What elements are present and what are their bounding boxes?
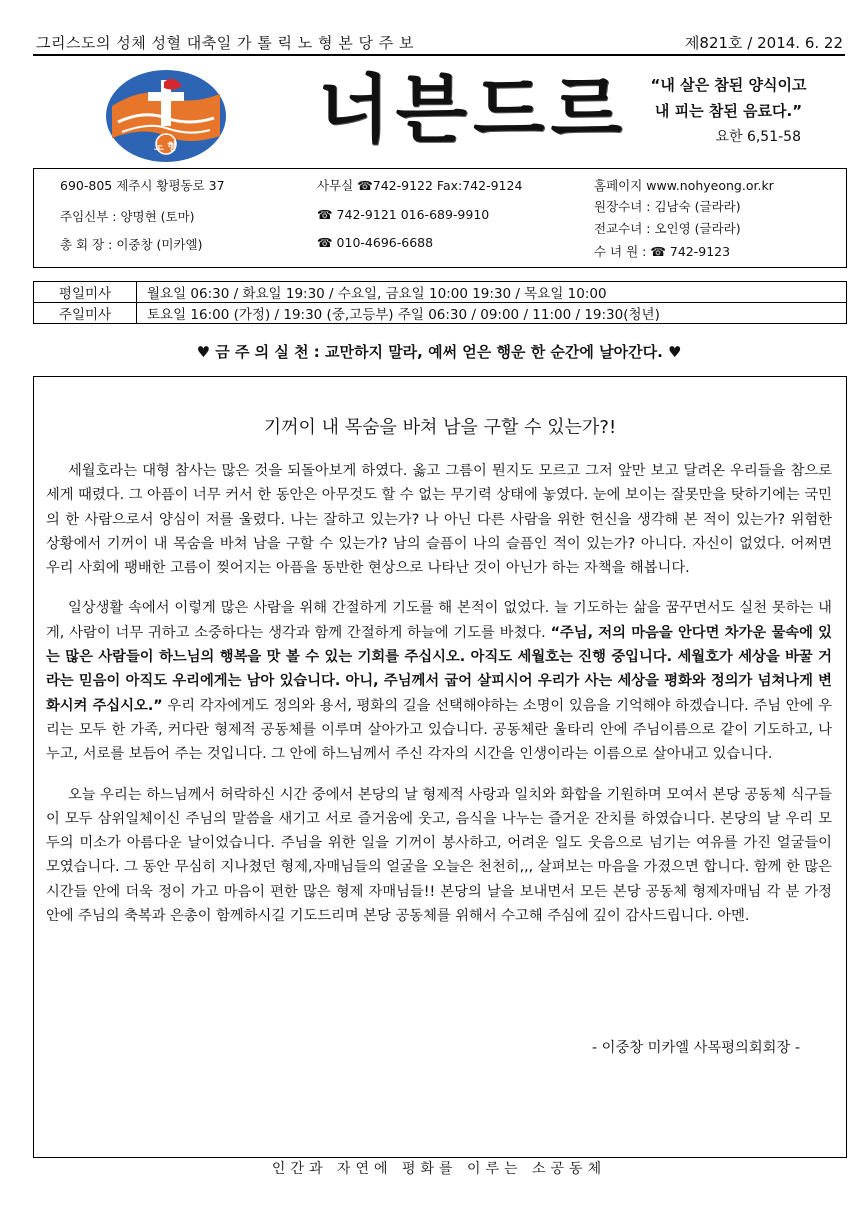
bulletin-title: 너븐드르 (318, 67, 628, 153)
quote-reference: 요한 6,51-58 (715, 129, 801, 145)
parish-info-box (33, 168, 847, 268)
article-title: 기꺼이 내 목숨을 바쳐 남을 구할 수 있는가?! (263, 417, 617, 438)
superior-sister: 원장수녀 : 김남숙 (글라라) (594, 199, 741, 214)
paragraph-2 (46, 596, 832, 766)
sunday-mass-row (34, 303, 846, 323)
chairman: 총 회 장 : 이중창 (미카엘) (60, 237, 203, 252)
quote-line-1: “내 살은 참된 양식이고 (650, 76, 807, 94)
paragraph-2-intro: 일상생활 속에서 이렇게 많은 사람을 위해 간절하게 기도를 해 본적이 없었다. 늘 기도하는 삶을 꿈꾸면서도 실천 못하는 내게, 사람이 너무 귀하고 소중하다는 생각과 함께 간절하게 하늘에 기도를 바쳤다. (46, 600, 832, 641)
scripture-quote (616, 72, 841, 150)
homepage: 홈페이지 www.nohyeong.or.kr (594, 178, 774, 193)
logo-text: 노 형 (154, 142, 177, 153)
office-phone-fax: 사무실 ☎742-9122 Fax:742-9124 (317, 178, 523, 193)
convent-phone: 수 녀 원 : ☎ 742-9123 (594, 244, 731, 259)
paragraph-1: 세월호라는 대형 참사는 많은 것을 되돌아보게 하였다. 옳고 그름이 뭔지도 모르고 그저 앞만 보고 달려온 우리들을 참으로 세게 때렸다. 그 아픔이 너무 커서 한 동안은 아무것도 할 수 없는 무기력 상태에 놓였다. 눈에 보이는 잘못만을 탓하기에는 국민의 한 사람으로서 양심이 저를 울렸다. 나는 잘하고 있는가? 나 아닌 다른 사람을 위한 헌신을 생각해 본 적이 있는가? 위험한 상황에서 기꺼이 내 목숨을 바쳐 남을 구할 수 있는가? 남의 슬픔이 나의 슬픔인 적이 있는가? 아니다. 자신이 없었다. 어쩌면 우리 사회에 팽배한 고름이 찢어지는 아픔을 동반한 현상으로 나타난 것이 아닌가 하는 자책을 해봅니다. (46, 463, 832, 577)
weekday-mass-times: 월요일 06:30 / 화요일 19:30 / 수요일, 금요일 10:00 19:30 / 목요일 10:00 (147, 286, 607, 302)
weekly-practice: ♥ 금 주 의 실 천 : 교만하지 말라, 예써 얻은 행운 한 순간에 날아간다. ♥ (196, 343, 682, 361)
quote-line-2: 내 피는 참된 음료다.” (654, 102, 803, 120)
article-box (33, 376, 847, 1158)
article-body (46, 459, 832, 928)
pastor-phone: ☎ 742-9121 016-689-9910 (317, 207, 490, 222)
pastor: 주임신부 : 양명현 (토마) (60, 209, 195, 224)
bulletin-header (33, 30, 845, 56)
weekday-mass-label: 평일미사 (34, 282, 137, 302)
chairman-phone: ☎ 010-4696-6688 (317, 235, 434, 250)
sunday-mass-times: 토요일 16:00 (가정) / 19:30 (중,고등부) 주일 06:30 / 09:00 / 11:00 / 19:30(청년) (147, 307, 660, 323)
sunday-mass-label: 주일미사 (34, 303, 137, 323)
address: 690-805 제주시 황평동로 37 (60, 178, 225, 193)
feast-and-parish-name: 그리스도의 성체 성혈 대축일 가 톨 릭 노 형 본 당 주 보 (36, 34, 415, 52)
prayer-quote: “주님, 저의 마음을 안다면 차가운 물속에 있는 많은 사람들이 하느님의 행복을 맛 볼 수 있는 기회를 주십시오. 아직도 세월호는 진행 중입니다. 세월호가 세상을 바꿀 거라는 믿음이 아직도 우리에게는 남아 있습니다. 아니, 주님께서 굽어 살피시어 우리가 사는 세상을 평화와 정의가 넘쳐나게 변화시켜 주십시오.” (46, 624, 832, 714)
mass-schedule (33, 281, 847, 324)
evangelist-sister: 전교수녀 : 오인영 (글라라) (594, 221, 741, 236)
paragraph-2-rest: 우리 각자에게도 정의와 용서, 평화의 길을 선택해야하는 소명이 있음을 기억해야 하겠습니다. 주님 안에 우리는 모두 한 가족, 커다란 형제적 공동체를 이루며 살아가고 있습니다. 공동체란 울타리 안에 주님이름으로 같이 기도하고, 나누고, 서로를 보듬어 주는 것입니다. 그 안에 하느님께서 주신 각자의 시간을 인생이라는 이름으로 살아내고 있습니다. (46, 697, 833, 763)
article-signature: - 이중창 미카엘 사목평의회회장 - (591, 1040, 800, 1056)
issue-number-date: 제821호 / 2014. 6. 22 (684, 34, 843, 52)
parish-logo (104, 66, 228, 166)
paragraph-3: 오늘 우리는 하느님께서 허락하신 시간 중에서 본당의 날 형제적 사랑과 일치와 화합을 기원하며 모여서 본당 공동체 식구들이 모두 삼위일체이신 주님의 말씀을 새기고 서로 즐거움에 웃고, 음식을 나누는 즐거운 잔치를 하였습니다. 본당의 날 우리 모두의 미소가 아름다운 날이었습니다. 주님을 위한 일을 기꺼이 봉사하고, 어려운 일도 웃음으로 넘기는 여유를 가진 얼굴들이 모였습니다. 그 동안 무심히 지나쳤던 형제,자매님들의 얼굴을 오늘은 천천히,,, 살펴보는 마음을 가졌으면 합니다. 함께 한 많은 시간들 안에 더욱 정이 가고 마음이 편한 많은 형제 자매님들!! 본당의 날을 보내면서 모든 본당 공동체 형제자매님 각 분 가정 안에 주님의 축복과 은총이 함께하시길 기도드리며 본당 공동체를 위해서 수고해 주심에 깊이 감사드립니다. 아멘. (46, 786, 832, 925)
footer-motto: 인간과 자연에 평화를 이루는 소공동체 (271, 1161, 607, 1177)
weekday-mass-row (34, 282, 846, 303)
